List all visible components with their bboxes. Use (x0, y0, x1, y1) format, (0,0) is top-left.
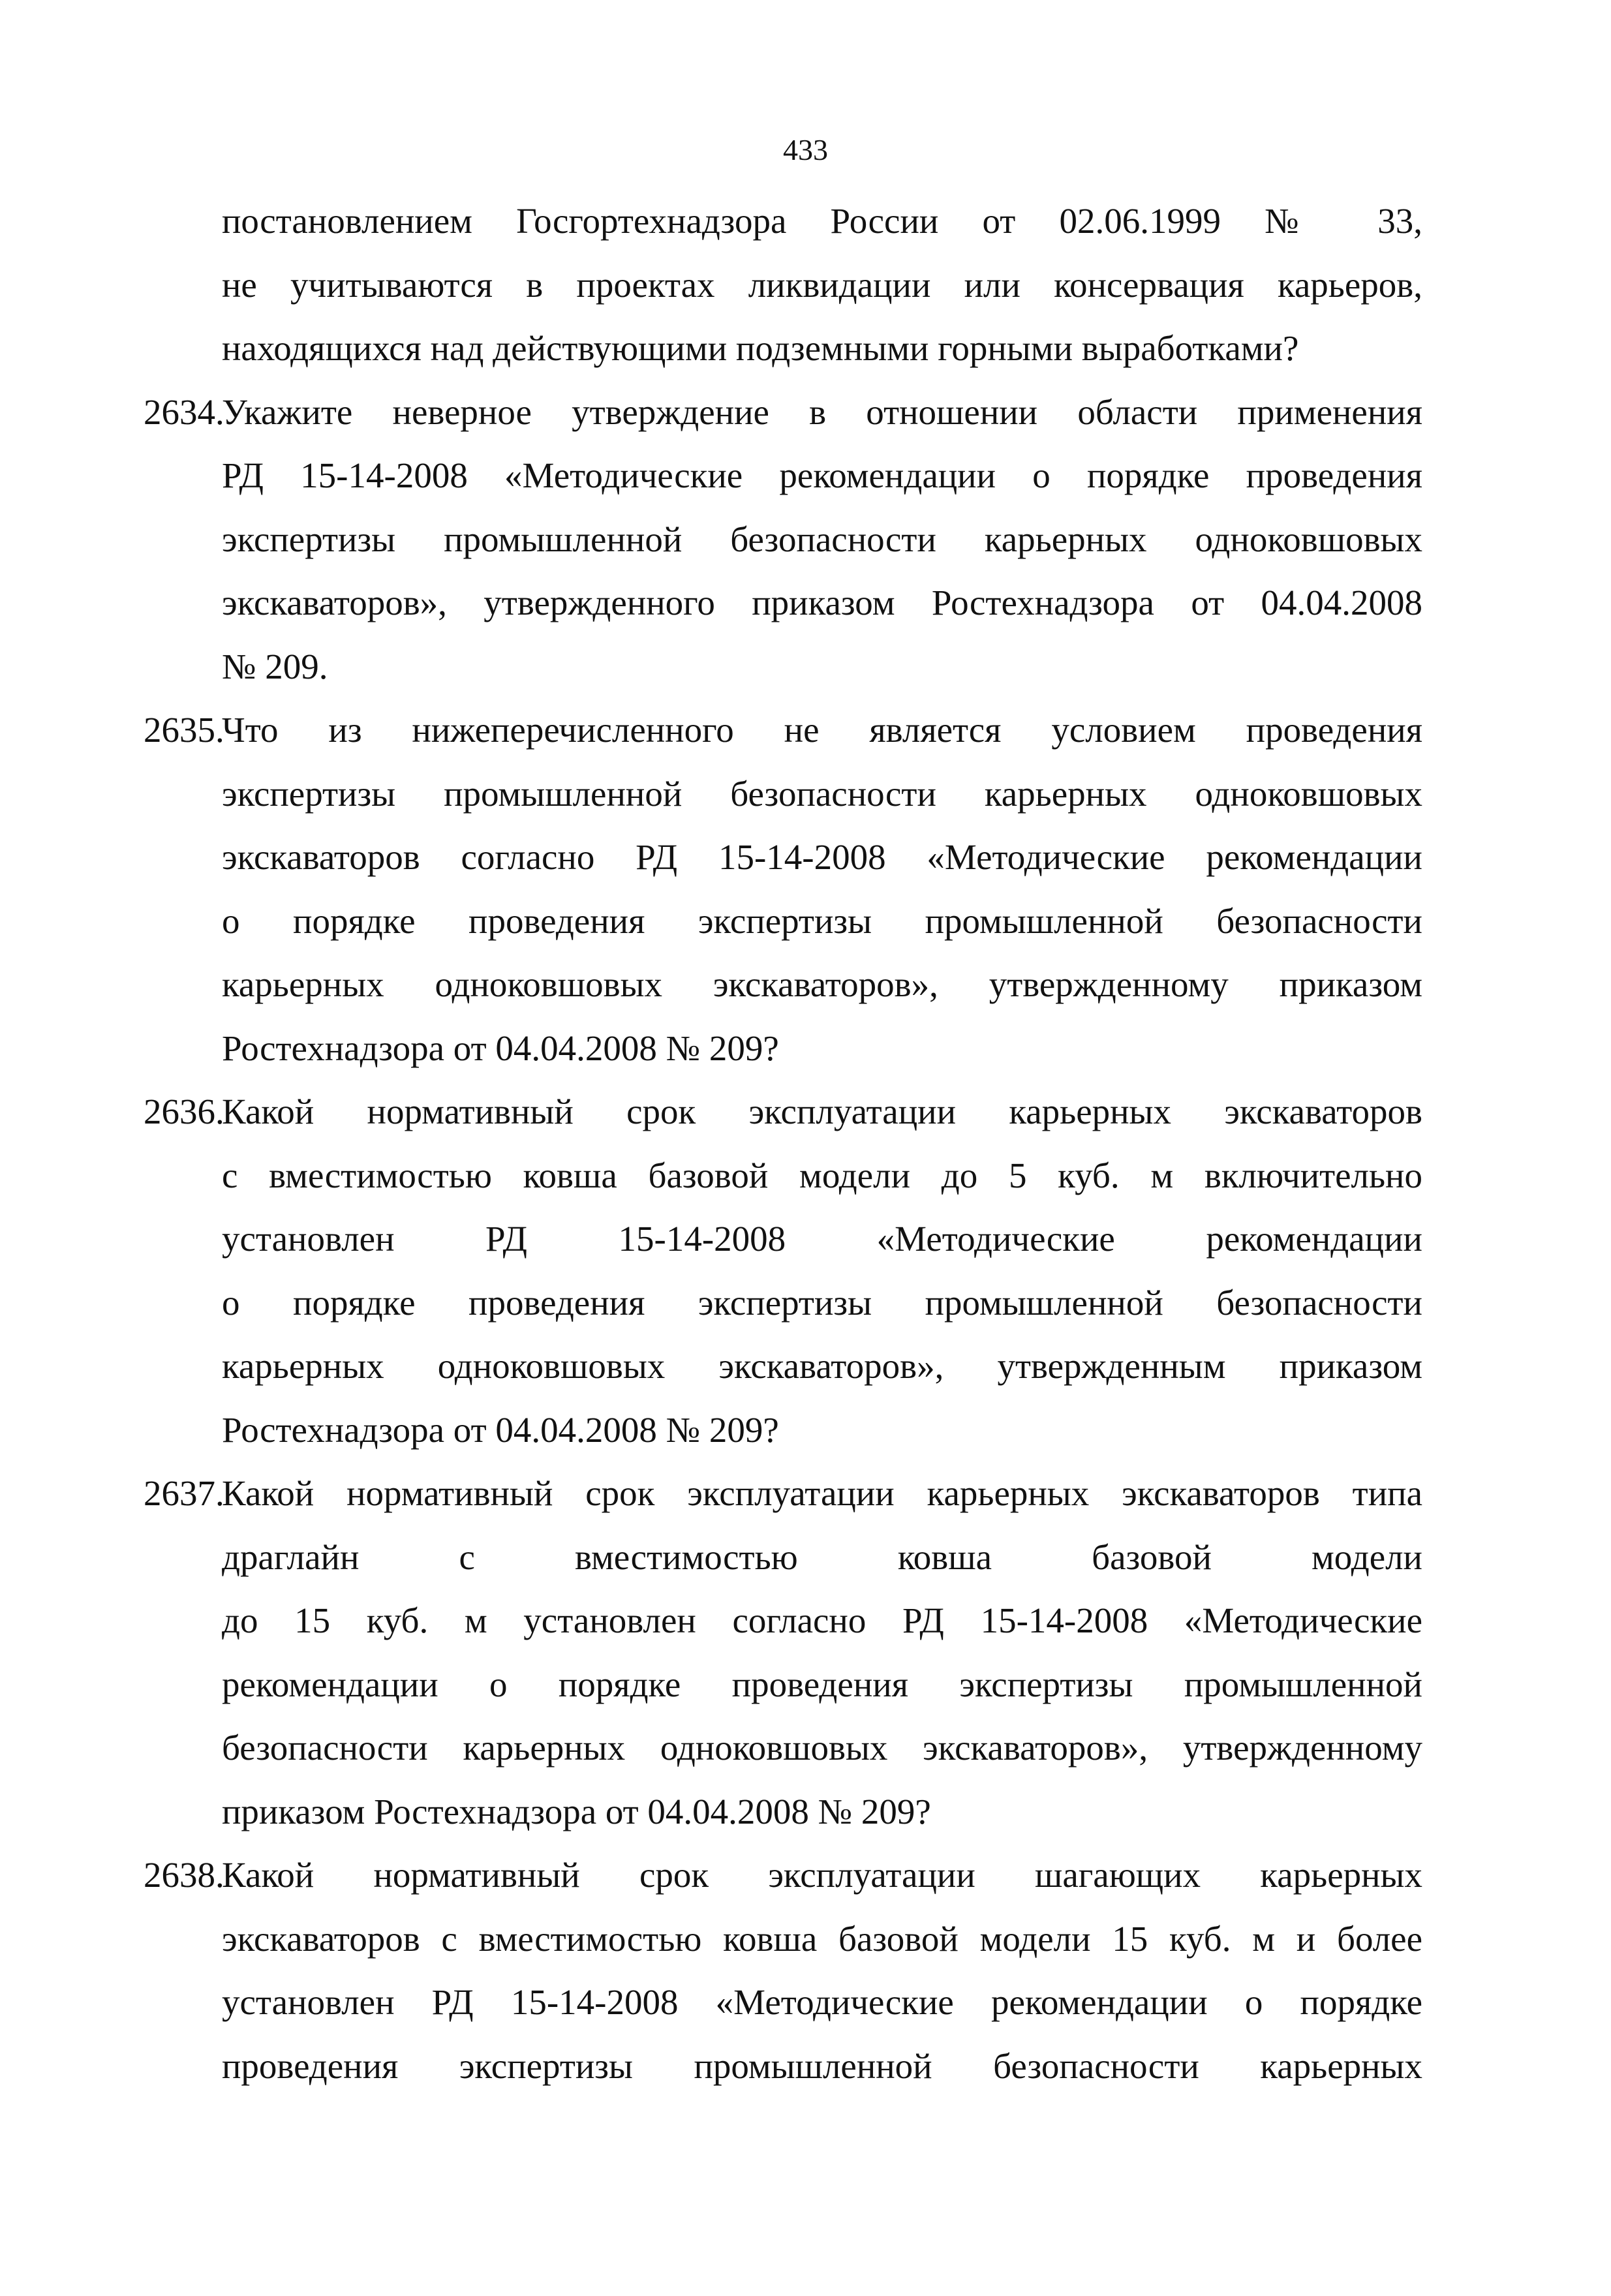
question-number: 2637. (144, 1473, 224, 1513)
question-item-2636 (144, 1080, 1422, 1462)
document-body (144, 189, 1422, 2098)
text-line: экспертизы промышленной безопасности карьерных одноковшовых (222, 773, 1422, 814)
text-line: Какой нормативный срок эксплуатации карьерных экскаваторов (222, 1092, 1422, 1131)
text-line: рекомендации о порядке проведения экспертизы промышленной (222, 1664, 1422, 1704)
text-line: экскаваторов согласно РД 15-14-2008 «Методические рекомендации (222, 837, 1422, 877)
text-line: Что из нижеперечисленного не является условием проведения (222, 710, 1422, 750)
question-item-2635 (144, 698, 1422, 1080)
text-line: драглайн с вместимостью ковша базовой модели (222, 1537, 1422, 1577)
text-line: Какой нормативный срок эксплуатации шагающих карьерных (222, 1855, 1422, 1895)
text-line: установлен РД 15-14-2008 «Методические рекомендации (222, 1219, 1422, 1259)
question-item-2634 (144, 380, 1422, 699)
text-line: экскаваторов с вместимостью ковша базовой модели 15 куб. м и более (222, 1918, 1422, 1959)
question-number: 2635. (144, 710, 224, 750)
text-line: карьерных одноковшовых экскаваторов», утвержденным приказом (222, 1346, 1422, 1386)
text-line: приказом Ростехнадзора от 04.04.2008 № 209? (222, 1791, 931, 1831)
text-line: с вместимостью ковша базовой модели до 5 куб. м включительно (222, 1155, 1422, 1195)
question-item-2638 (144, 1843, 1422, 2098)
text-line: Ростехнадзора от 04.04.2008 № 209? (222, 1028, 779, 1068)
text-line: проведения экспертизы промышленной безопасности карьерных (222, 2045, 1422, 2086)
text-line: экскаваторов», утвержденного приказом Ростехнадзора от 04.04.2008 (222, 583, 1422, 622)
question-number: 2636. (144, 1092, 224, 1131)
text-line: Какой нормативный срок эксплуатации карьерных экскаваторов типа (222, 1473, 1422, 1513)
text-line: РД 15-14-2008 «Методические рекомендации о порядке проведения (222, 455, 1422, 495)
question-item-2637 (144, 1462, 1422, 1843)
text-line: безопасности карьерных одноковшовых экскаваторов», утвержденному (222, 1728, 1422, 1768)
continuation-paragraph (222, 189, 1422, 380)
question-number: 2638. (144, 1855, 224, 1895)
text-line: карьерных одноковшовых экскаваторов», утвержденному приказом (222, 964, 1422, 1004)
page-number: 433 (783, 133, 828, 166)
text-line: о порядке проведения экспертизы промышленной безопасности (222, 1282, 1422, 1323)
text-line: постановлением Госгортехнадзора России от 02.06.1999 № 33, (222, 201, 1422, 241)
text-line: до 15 куб. м установлен согласно РД 15-14-2008 «Методические (222, 1600, 1422, 1640)
text-line: установлен РД 15-14-2008 «Методические рекомендации о порядке (222, 1982, 1422, 2022)
text-line: экспертизы промышленной безопасности карьерных одноковшовых (222, 519, 1422, 559)
text-line: Ростехнадзора от 04.04.2008 № 209? (222, 1409, 779, 1450)
text-line: Укажите неверное утверждение в отношении области применения (222, 391, 1422, 432)
question-number: 2634. (144, 391, 224, 432)
text-line: не учитываются в проектах ликвидации или консервация карьеров, (222, 264, 1422, 305)
text-line: находящихся над действующими подземными горными выработками? (222, 328, 1299, 368)
text-line: о порядке проведения экспертизы промышленной безопасности (222, 900, 1422, 941)
text-line: № 209. (222, 646, 328, 686)
